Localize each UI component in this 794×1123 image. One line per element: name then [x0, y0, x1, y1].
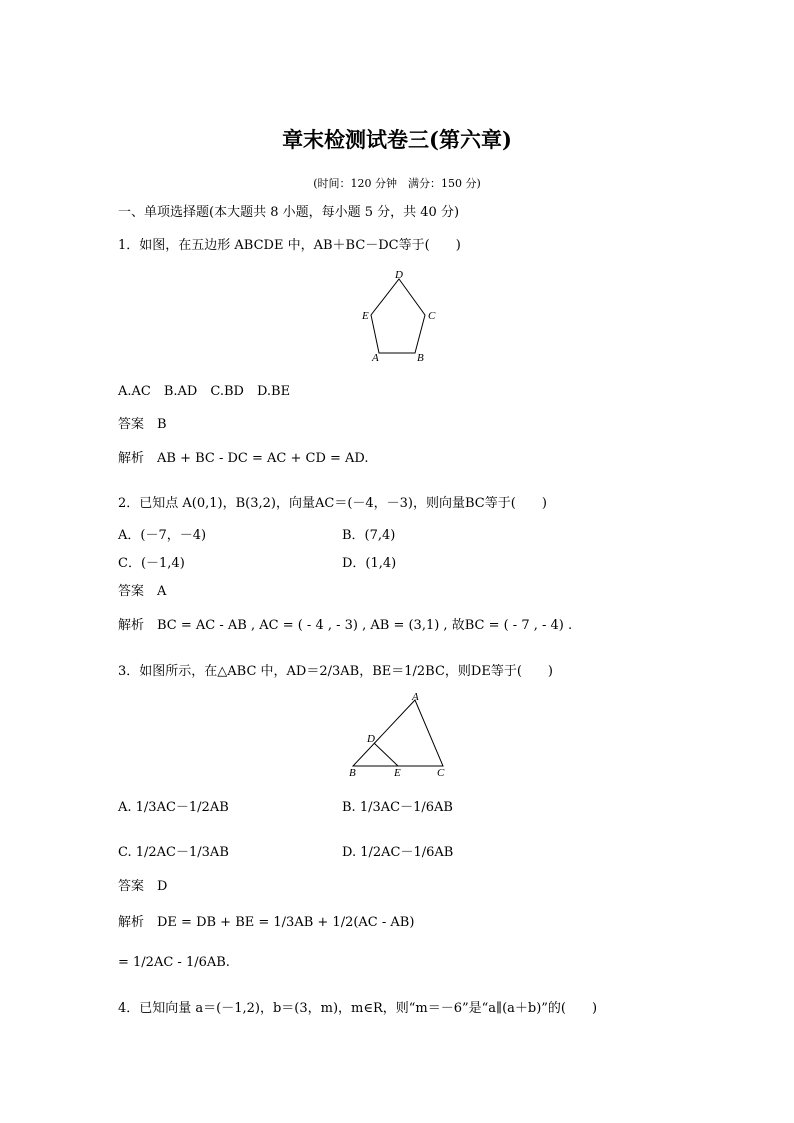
- label-D: D: [367, 733, 375, 745]
- q2-option-b: B．(7,4): [342, 528, 396, 543]
- label-A: A: [412, 691, 419, 703]
- q1-analysis: 解析 AB + BC - DC = AC + CD = AD.: [118, 451, 369, 466]
- label-B: B: [417, 352, 424, 364]
- q3-option-a: A. 1/3AC－1/2AB: [118, 800, 229, 815]
- q2-option-a: A．(－7，－4): [118, 528, 207, 543]
- q2-answer: 答案 A: [118, 584, 167, 599]
- q3-stem: 3．如图所示，在△ABC 中，AD＝2/3AB，BE＝1/2BC，则DE等于( ): [118, 664, 553, 679]
- q2-option-c: C．(－1,4): [118, 556, 185, 571]
- q3-option-c: C. 1/2AC－1/3AB: [118, 845, 229, 860]
- label-C: C: [437, 767, 445, 779]
- section-heading: 一、单项选择题(本大题共 8 小题，每小题 5 分，共 40 分): [118, 205, 460, 220]
- q1-answer: 答案 B: [118, 417, 167, 432]
- q3-analysis-line1: 解析 DE = DB + BE = 1/3AB + 1/2(AC - AB): [118, 915, 415, 930]
- q2-analysis: 解析 BC = AC - AB , AC = ( - 4 , - 3) , AB = (3,1) , 故BC = ( - 7 , - 4) .: [118, 618, 573, 633]
- q4-stem: 4．已知向量 a＝(－1,2)，b＝(3，m)，m∈R，则“m＝－6”是“a∥(a＋b)”的( ): [118, 1001, 598, 1016]
- label-E: E: [394, 767, 401, 779]
- q3-answer: 答案 D: [118, 879, 168, 894]
- pentagon-figure: [355, 265, 445, 365]
- q2-option-d: D．(1,4): [342, 556, 397, 571]
- time-score-note: (时间：120 分钟 满分：150 分): [313, 177, 481, 190]
- q3-option-d: D. 1/2AC－1/6AB: [342, 845, 454, 860]
- label-E: E: [362, 310, 369, 322]
- q1-stem: 1．如图，在五边形 ABCDE 中，AB＋BC－DC等于( ): [118, 238, 461, 253]
- label-A: A: [372, 352, 379, 364]
- q2-stem: 2．已知点 A(0,1)，B(3,2)，向量AC＝(－4，－3)，则向量BC等于( ): [118, 496, 547, 511]
- label-D: D: [395, 269, 403, 281]
- page-title: 章末检测试卷三(第六章): [282, 127, 512, 152]
- q3-option-b: B. 1/3AC－1/6AB: [342, 800, 453, 815]
- q1-options: A.AC B.AD C.BD D.BE: [118, 384, 291, 399]
- q3-analysis-line2: = 1/2AC - 1/6AB.: [118, 955, 230, 970]
- label-B: B: [349, 767, 356, 779]
- triangle-figure: [345, 690, 455, 780]
- label-C: C: [428, 310, 436, 322]
